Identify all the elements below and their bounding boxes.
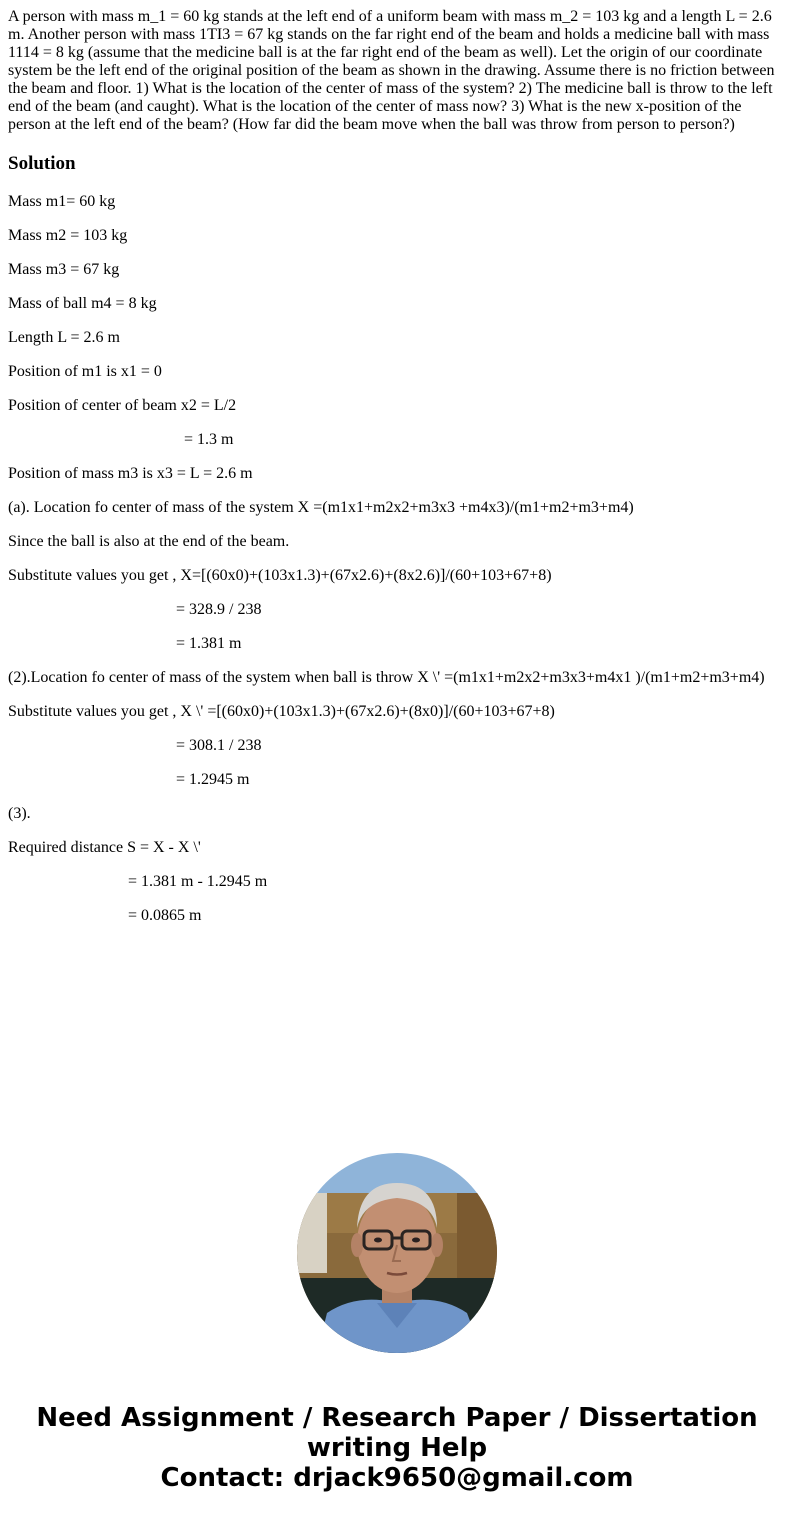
author-portrait	[297, 1153, 497, 1353]
solution-line: = 1.3 m	[184, 431, 234, 448]
banner-line-1: Need Assignment / Research Paper / Dissertation	[36, 1403, 758, 1433]
solution-line: = 1.381 m	[176, 635, 242, 652]
solution-line: Position of center of beam x2 = L/2	[8, 397, 237, 414]
solution-line: = 1.2945 m	[176, 771, 250, 788]
solution-line: = 328.9 / 238	[176, 601, 262, 618]
solution-line: Mass of ball m4 = 8 kg	[8, 295, 157, 312]
banner-line-2: writing Help	[306, 1433, 488, 1463]
question-text: A person with mass m_1 = 60 kg stands at the left end of a uniform beam with mass m_2 = 103 kg and a length L = 2.6 m. Another person with mass 1TI3 = 67 kg stands on the far right end of the beam and holds a medicine ball with mass 1114 = 8 kg (assume that the medicine ball is at the far right end of the beam as well). Let the origin of our coordinate system be the left end of the original position of the beam as shown in the drawing. Assume there is no friction between the beam and floor. 1) What is the location of the center of mass of the system? 2) The medicine ball is throw to the left end of the beam (and caught). What is the location of the center of mass now? 3) What is the new x-position of the person at the left end of the beam? (How far did the beam move when the ball was throw from person to person?)	[8, 8, 775, 133]
solution-line: (2).Location fo center of mass of the system when ball is throw X \' =(m1x1+m2x2+m3x3+m4x1 )/(m1+m2+m3+m4)	[8, 669, 765, 686]
solution-line: Mass m2 = 103 kg	[8, 227, 128, 244]
contact-email: Contact: drjack9650@gmail.com	[160, 1463, 634, 1493]
solution-line: Mass m3 = 67 kg	[8, 261, 120, 278]
solution-line: = 0.0865 m	[128, 907, 202, 924]
solution-line: Since the ball is also at the end of the beam.	[8, 533, 290, 550]
solution-line: = 1.381 m - 1.2945 m	[128, 873, 268, 890]
solution-line: Mass m1= 60 kg	[8, 193, 116, 210]
solution-line: Position of m1 is x1 = 0	[8, 363, 162, 380]
solution-line: = 308.1 / 238	[176, 737, 262, 754]
contact-banner	[0, 1403, 794, 1493]
solution-line: (3).	[8, 805, 31, 822]
solution-line: Position of mass m3 is x3 = L = 2.6 m	[8, 465, 253, 482]
author-avatar	[297, 1153, 497, 1353]
solution-line: Substitute values you get , X \' =[(60x0)+(103x1.3)+(67x2.6)+(8x0)]/(60+103+67+8)	[8, 703, 555, 720]
solution-line: (a). Location fo center of mass of the system X =(m1x1+m2x2+m3x3 +m4x3)/(m1+m2+m3+m4)	[8, 499, 634, 516]
solution-line: Substitute values you get , X=[(60x0)+(103x1.3)+(67x2.6)+(8x2.6)]/(60+103+67+8)	[8, 567, 552, 584]
solution-line: Length L = 2.6 m	[8, 329, 120, 346]
solution-heading: Solution	[8, 153, 76, 174]
solution-line: Required distance S = X - X \'	[8, 839, 201, 856]
